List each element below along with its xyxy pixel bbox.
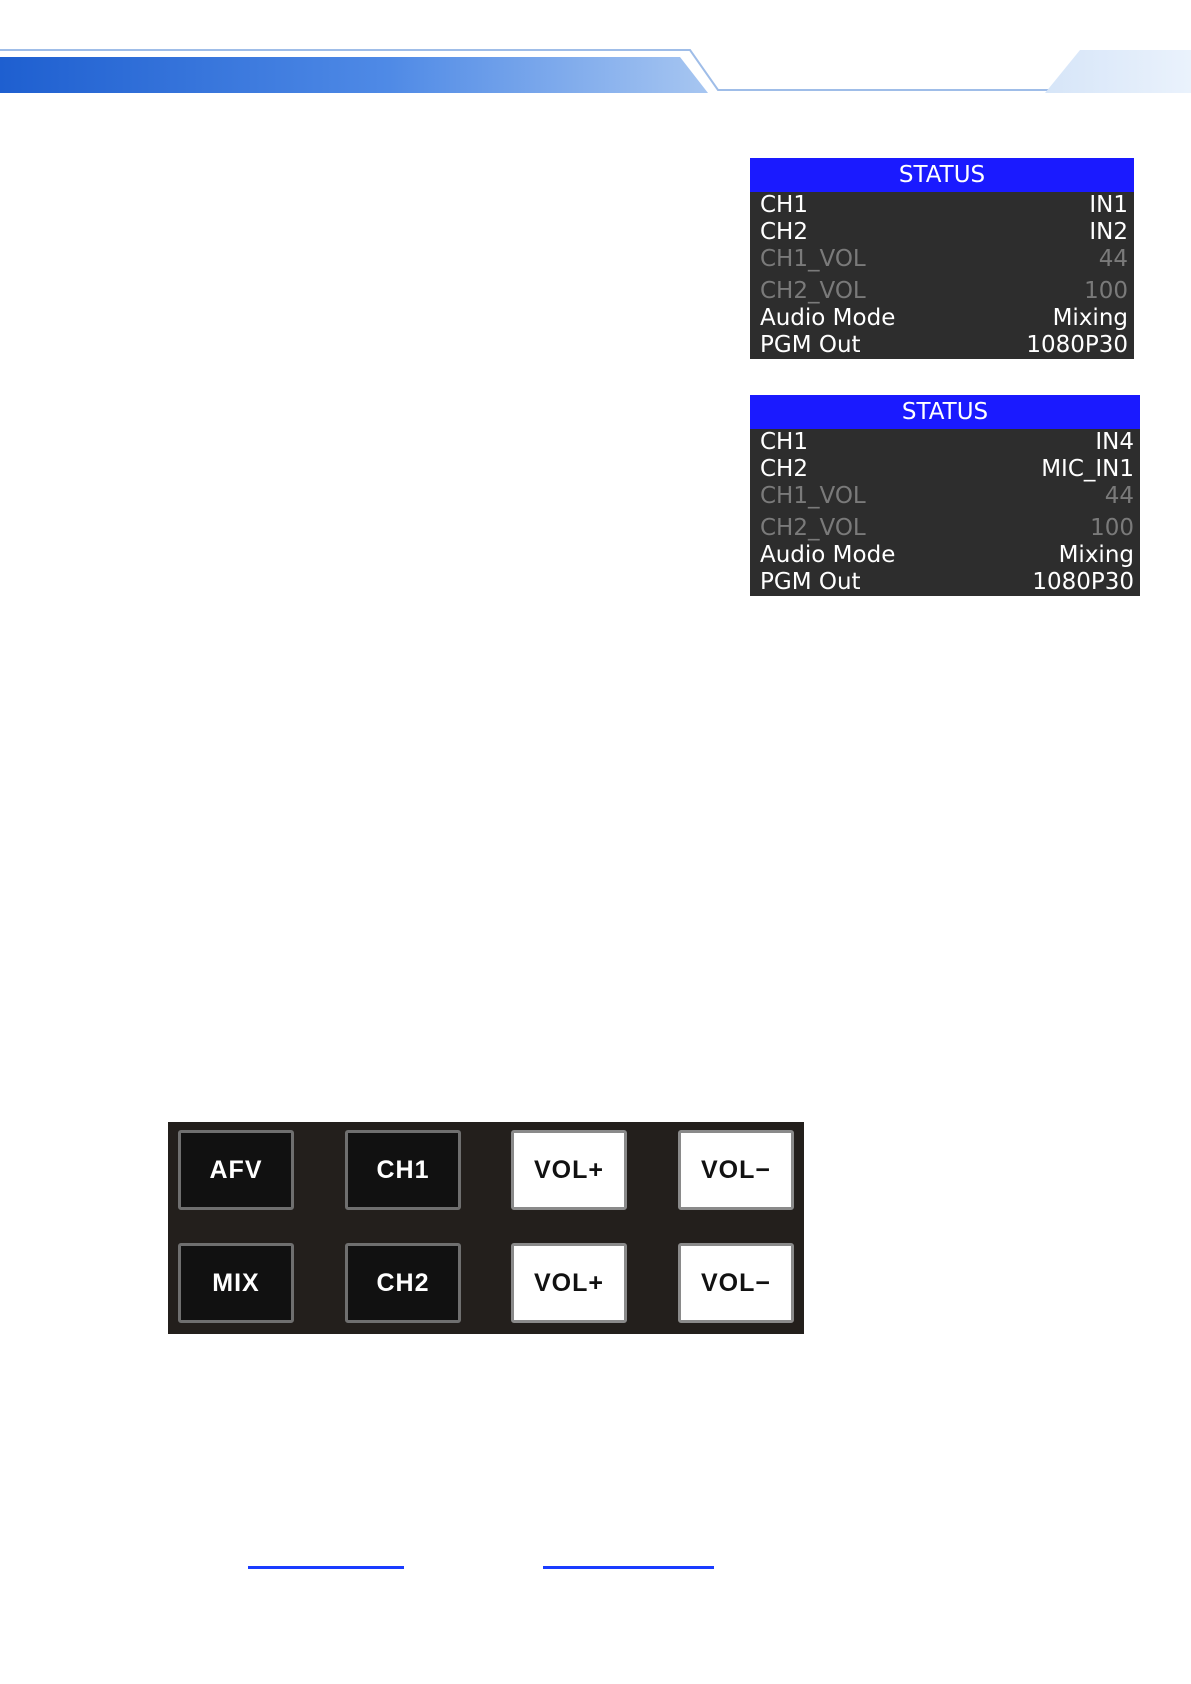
status-title: STATUS bbox=[750, 395, 1140, 429]
status-value: 44 bbox=[1104, 483, 1134, 509]
ch2-button[interactable]: CH2 bbox=[345, 1243, 461, 1323]
status-label: CH1_VOL bbox=[760, 246, 866, 272]
status-row-ch2 bbox=[750, 456, 1140, 483]
status-row-ch1-vol bbox=[750, 246, 1134, 273]
ch2-vol-up-button[interactable]: VOL+ bbox=[511, 1243, 627, 1323]
banner-graphic bbox=[0, 0, 1191, 100]
ch1-button[interactable]: CH1 bbox=[345, 1130, 461, 1210]
status-label: CH1 bbox=[760, 429, 808, 455]
status-label: Audio Mode bbox=[760, 542, 896, 568]
status-row-audio-mode bbox=[750, 542, 1140, 569]
status-value: IN2 bbox=[1089, 219, 1128, 245]
status-panel-1 bbox=[750, 158, 1134, 359]
audio-key-panel bbox=[168, 1122, 804, 1334]
status-value: 1080P30 bbox=[1026, 332, 1128, 358]
status-label: PGM Out bbox=[760, 569, 861, 595]
footer-link-1[interactable] bbox=[248, 1566, 404, 1569]
status-value: 44 bbox=[1098, 246, 1128, 272]
status-row-ch1-vol bbox=[750, 483, 1140, 510]
mix-button[interactable]: MIX bbox=[178, 1243, 294, 1323]
status-value: MIC_IN1 bbox=[1041, 456, 1134, 482]
status-row-ch2-vol bbox=[750, 278, 1134, 305]
status-row-ch2-vol bbox=[750, 515, 1140, 542]
status-label: CH2_VOL bbox=[760, 278, 866, 304]
status-value: 100 bbox=[1090, 515, 1134, 541]
status-row-ch1 bbox=[750, 429, 1140, 456]
status-row-pgm-out bbox=[750, 332, 1134, 359]
status-row-ch1 bbox=[750, 192, 1134, 219]
status-value: IN1 bbox=[1089, 192, 1128, 218]
footer-link-2[interactable] bbox=[543, 1566, 714, 1569]
ch1-vol-down-button[interactable]: VOL− bbox=[678, 1130, 794, 1210]
ch1-vol-up-button[interactable]: VOL+ bbox=[511, 1130, 627, 1210]
status-row-audio-mode bbox=[750, 305, 1134, 332]
status-label: Audio Mode bbox=[760, 305, 896, 331]
status-value: 1080P30 bbox=[1032, 569, 1134, 595]
afv-button[interactable]: AFV bbox=[178, 1130, 294, 1210]
status-value: IN4 bbox=[1095, 429, 1134, 455]
status-label: CH2_VOL bbox=[760, 515, 866, 541]
status-label: CH2 bbox=[760, 456, 808, 482]
status-row-ch2 bbox=[750, 219, 1134, 246]
status-value: Mixing bbox=[1058, 542, 1134, 568]
status-value: Mixing bbox=[1052, 305, 1128, 331]
status-label: PGM Out bbox=[760, 332, 861, 358]
status-title: STATUS bbox=[750, 158, 1134, 192]
status-value: 100 bbox=[1084, 278, 1128, 304]
ch2-vol-down-button[interactable]: VOL− bbox=[678, 1243, 794, 1323]
status-row-pgm-out bbox=[750, 569, 1140, 596]
status-panel-2 bbox=[750, 395, 1140, 596]
status-label: CH1 bbox=[760, 192, 808, 218]
status-label: CH2 bbox=[760, 219, 808, 245]
status-label: CH1_VOL bbox=[760, 483, 866, 509]
header-banner bbox=[0, 0, 1191, 100]
